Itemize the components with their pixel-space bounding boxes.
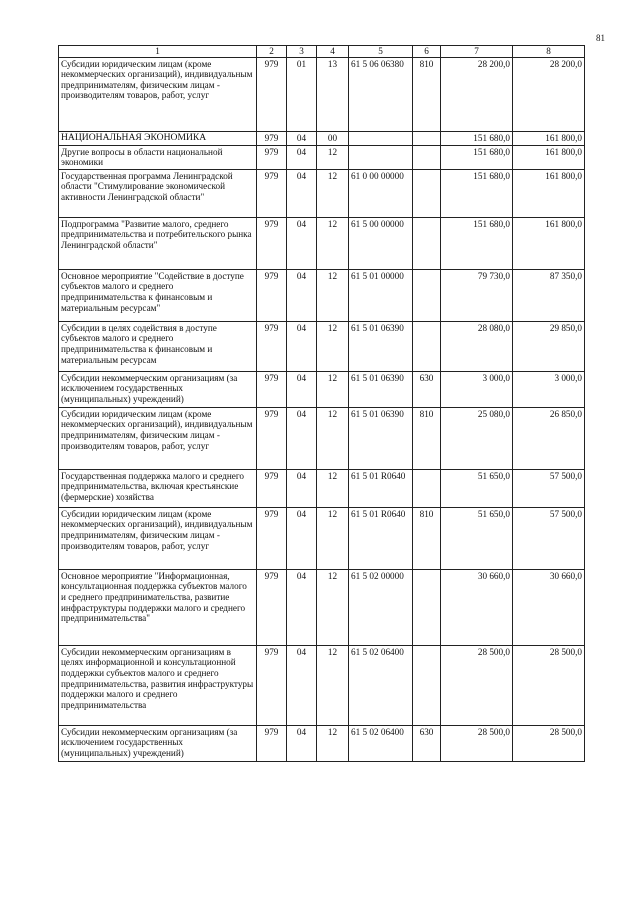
budget-table [58,45,585,762]
ministry-cell: 979 [257,645,287,725]
target-code-cell: 61 5 02 00000 [349,569,413,645]
amount-2-cell: 26 850,0 [513,407,585,469]
amount-2-cell: 87 350,0 [513,269,585,321]
expense-type-cell [413,321,441,371]
amount-2-cell: 28 200,0 [513,57,585,131]
row-name-cell: Другие вопросы в области национальной экономики [59,145,257,169]
section-cell: 04 [287,469,317,507]
expense-type-cell [413,145,441,169]
row-name-cell: Государственная программа Ленинградской области "Стимулирование экономической активности Ленинградской области" [59,169,257,217]
section-cell: 01 [287,57,317,131]
expense-type-cell: 630 [413,371,441,407]
target-code-cell: 61 5 06 06380 [349,57,413,131]
ministry-cell: 979 [257,269,287,321]
amount-2-cell: 161 800,0 [513,131,585,145]
row-name-cell: Основное мероприятие "Содействие в доступе субъектов малого и среднего предпринимательства к финансовым и материальным ресурсам" [59,269,257,321]
amount-1-cell: 28 200,0 [441,57,513,131]
row-name-cell: Субсидии юридическим лицам (кроме некоммерческих организаций), индивидуальным предпринимателям, физическим лицам - производителям товаров, работ, услуг [59,507,257,569]
expense-type-cell: 810 [413,57,441,131]
table-row [59,169,585,217]
subsection-cell: 12 [317,507,349,569]
row-name-cell: НАЦИОНАЛЬНАЯ ЭКОНОМИКА [59,131,257,145]
section-cell: 04 [287,269,317,321]
subsection-cell: 12 [317,469,349,507]
target-code-cell: 61 5 02 06400 [349,725,413,761]
table-header-row [59,46,585,58]
ministry-cell: 979 [257,169,287,217]
amount-1-cell: 151 680,0 [441,145,513,169]
expense-type-cell: 810 [413,507,441,569]
subsection-cell: 12 [317,169,349,217]
expense-type-cell [413,169,441,217]
section-cell: 04 [287,645,317,725]
amount-2-cell: 28 500,0 [513,725,585,761]
amount-1-cell: 51 650,0 [441,507,513,569]
subsection-cell: 00 [317,131,349,145]
page-number: 81 [596,33,605,43]
table-row [59,145,585,169]
target-code-cell [349,145,413,169]
section-cell: 04 [287,169,317,217]
amount-1-cell: 28 500,0 [441,725,513,761]
ministry-cell: 979 [257,217,287,269]
ministry-cell: 979 [257,469,287,507]
amount-1-cell: 51 650,0 [441,469,513,507]
target-code-cell: 61 5 01 00000 [349,269,413,321]
amount-1-cell: 79 730,0 [441,269,513,321]
amount-1-cell: 151 680,0 [441,169,513,217]
ministry-cell: 979 [257,145,287,169]
amount-2-cell: 161 800,0 [513,145,585,169]
expense-type-cell: 810 [413,407,441,469]
expense-type-cell: 630 [413,725,441,761]
column-header: 6 [413,46,441,58]
table-row [59,469,585,507]
section-cell: 04 [287,507,317,569]
amount-2-cell: 28 500,0 [513,645,585,725]
row-name-cell: Субсидии некоммерческим организациям (за исключением государственных (муниципальных) учреждений) [59,725,257,761]
section-cell: 04 [287,217,317,269]
subsection-cell: 13 [317,57,349,131]
subsection-cell: 12 [317,569,349,645]
amount-1-cell: 151 680,0 [441,217,513,269]
section-cell: 04 [287,569,317,645]
amount-2-cell: 29 850,0 [513,321,585,371]
subsection-cell: 12 [317,645,349,725]
amount-2-cell: 57 500,0 [513,507,585,569]
ministry-cell: 979 [257,725,287,761]
subsection-cell: 12 [317,371,349,407]
ministry-cell: 979 [257,407,287,469]
subsection-cell: 12 [317,145,349,169]
target-code-cell: 61 5 01 06390 [349,407,413,469]
section-cell: 04 [287,321,317,371]
table-row [59,131,585,145]
table-row [59,569,585,645]
amount-1-cell: 3 000,0 [441,371,513,407]
amount-2-cell: 30 660,0 [513,569,585,645]
expense-type-cell [413,469,441,507]
amount-1-cell: 151 680,0 [441,131,513,145]
amount-1-cell: 30 660,0 [441,569,513,645]
subsection-cell: 12 [317,321,349,371]
expense-type-cell [413,217,441,269]
amount-2-cell: 161 800,0 [513,169,585,217]
subsection-cell: 12 [317,269,349,321]
ministry-cell: 979 [257,57,287,131]
section-cell: 04 [287,725,317,761]
ministry-cell: 979 [257,507,287,569]
table-row [59,725,585,761]
column-header: 7 [441,46,513,58]
amount-1-cell: 25 080,0 [441,407,513,469]
subsection-cell: 12 [317,217,349,269]
target-code-cell: 61 5 01 06390 [349,321,413,371]
row-name-cell: Подпрограмма "Развитие малого, среднего предпринимательства и потребительского рынка Ленинградской области" [59,217,257,269]
table-row [59,507,585,569]
target-code-cell: 61 0 00 00000 [349,169,413,217]
row-name-cell: Субсидии некоммерческим организациям (за исключением государственных (муниципальных) учреждений) [59,371,257,407]
target-code-cell: 61 5 00 00000 [349,217,413,269]
table-row [59,57,585,131]
amount-2-cell: 57 500,0 [513,469,585,507]
column-header: 5 [349,46,413,58]
table-row [59,321,585,371]
table-row [59,269,585,321]
ministry-cell: 979 [257,569,287,645]
subsection-cell: 12 [317,407,349,469]
column-header: 3 [287,46,317,58]
table-row [59,407,585,469]
column-header: 2 [257,46,287,58]
amount-1-cell: 28 080,0 [441,321,513,371]
row-name-cell: Субсидии юридическим лицам (кроме некоммерческих организаций), индивидуальным предпринимателям, физическим лицам - производителям товаров, работ, услуг [59,407,257,469]
section-cell: 04 [287,145,317,169]
table-row [59,371,585,407]
row-name-cell: Субсидии некоммерческим организациям в целях информационной и консультационной поддержки субъектов малого и среднего предпринимательства, развития инфраструктуры поддержки малого и среднего предпринимательства [59,645,257,725]
ministry-cell: 979 [257,321,287,371]
amount-2-cell: 3 000,0 [513,371,585,407]
expense-type-cell [413,269,441,321]
section-cell: 04 [287,371,317,407]
target-code-cell [349,131,413,145]
expense-type-cell [413,131,441,145]
row-name-cell: Государственная поддержка малого и среднего предпринимательства, включая крестьянские (фермерские) хозяйства [59,469,257,507]
target-code-cell: 61 5 01 R0640 [349,469,413,507]
row-name-cell: Субсидии юридическим лицам (кроме некоммерческих организаций), индивидуальным предпринимателям, физическим лицам - производителям товаров, работ, услуг [59,57,257,131]
ministry-cell: 979 [257,131,287,145]
expense-type-cell [413,645,441,725]
row-name-cell: Основное мероприятие "Информационная, консультационная поддержка субъектов малого и среднего предпринимательства, развитие инфраструктуры поддержки малого и среднего предпринимательства" [59,569,257,645]
row-name-cell: Субсидии в целях содействия в доступе субъектов малого и среднего предпринимательства к финансовым и материальным ресурсам [59,321,257,371]
target-code-cell: 61 5 01 R0640 [349,507,413,569]
amount-2-cell: 161 800,0 [513,217,585,269]
section-cell: 04 [287,131,317,145]
subsection-cell: 12 [317,725,349,761]
column-header: 1 [59,46,257,58]
target-code-cell: 61 5 01 06390 [349,371,413,407]
section-cell: 04 [287,407,317,469]
column-header: 4 [317,46,349,58]
amount-1-cell: 28 500,0 [441,645,513,725]
table-row [59,217,585,269]
target-code-cell: 61 5 02 06400 [349,645,413,725]
column-header: 8 [513,46,585,58]
ministry-cell: 979 [257,371,287,407]
table-row [59,645,585,725]
expense-type-cell [413,569,441,645]
